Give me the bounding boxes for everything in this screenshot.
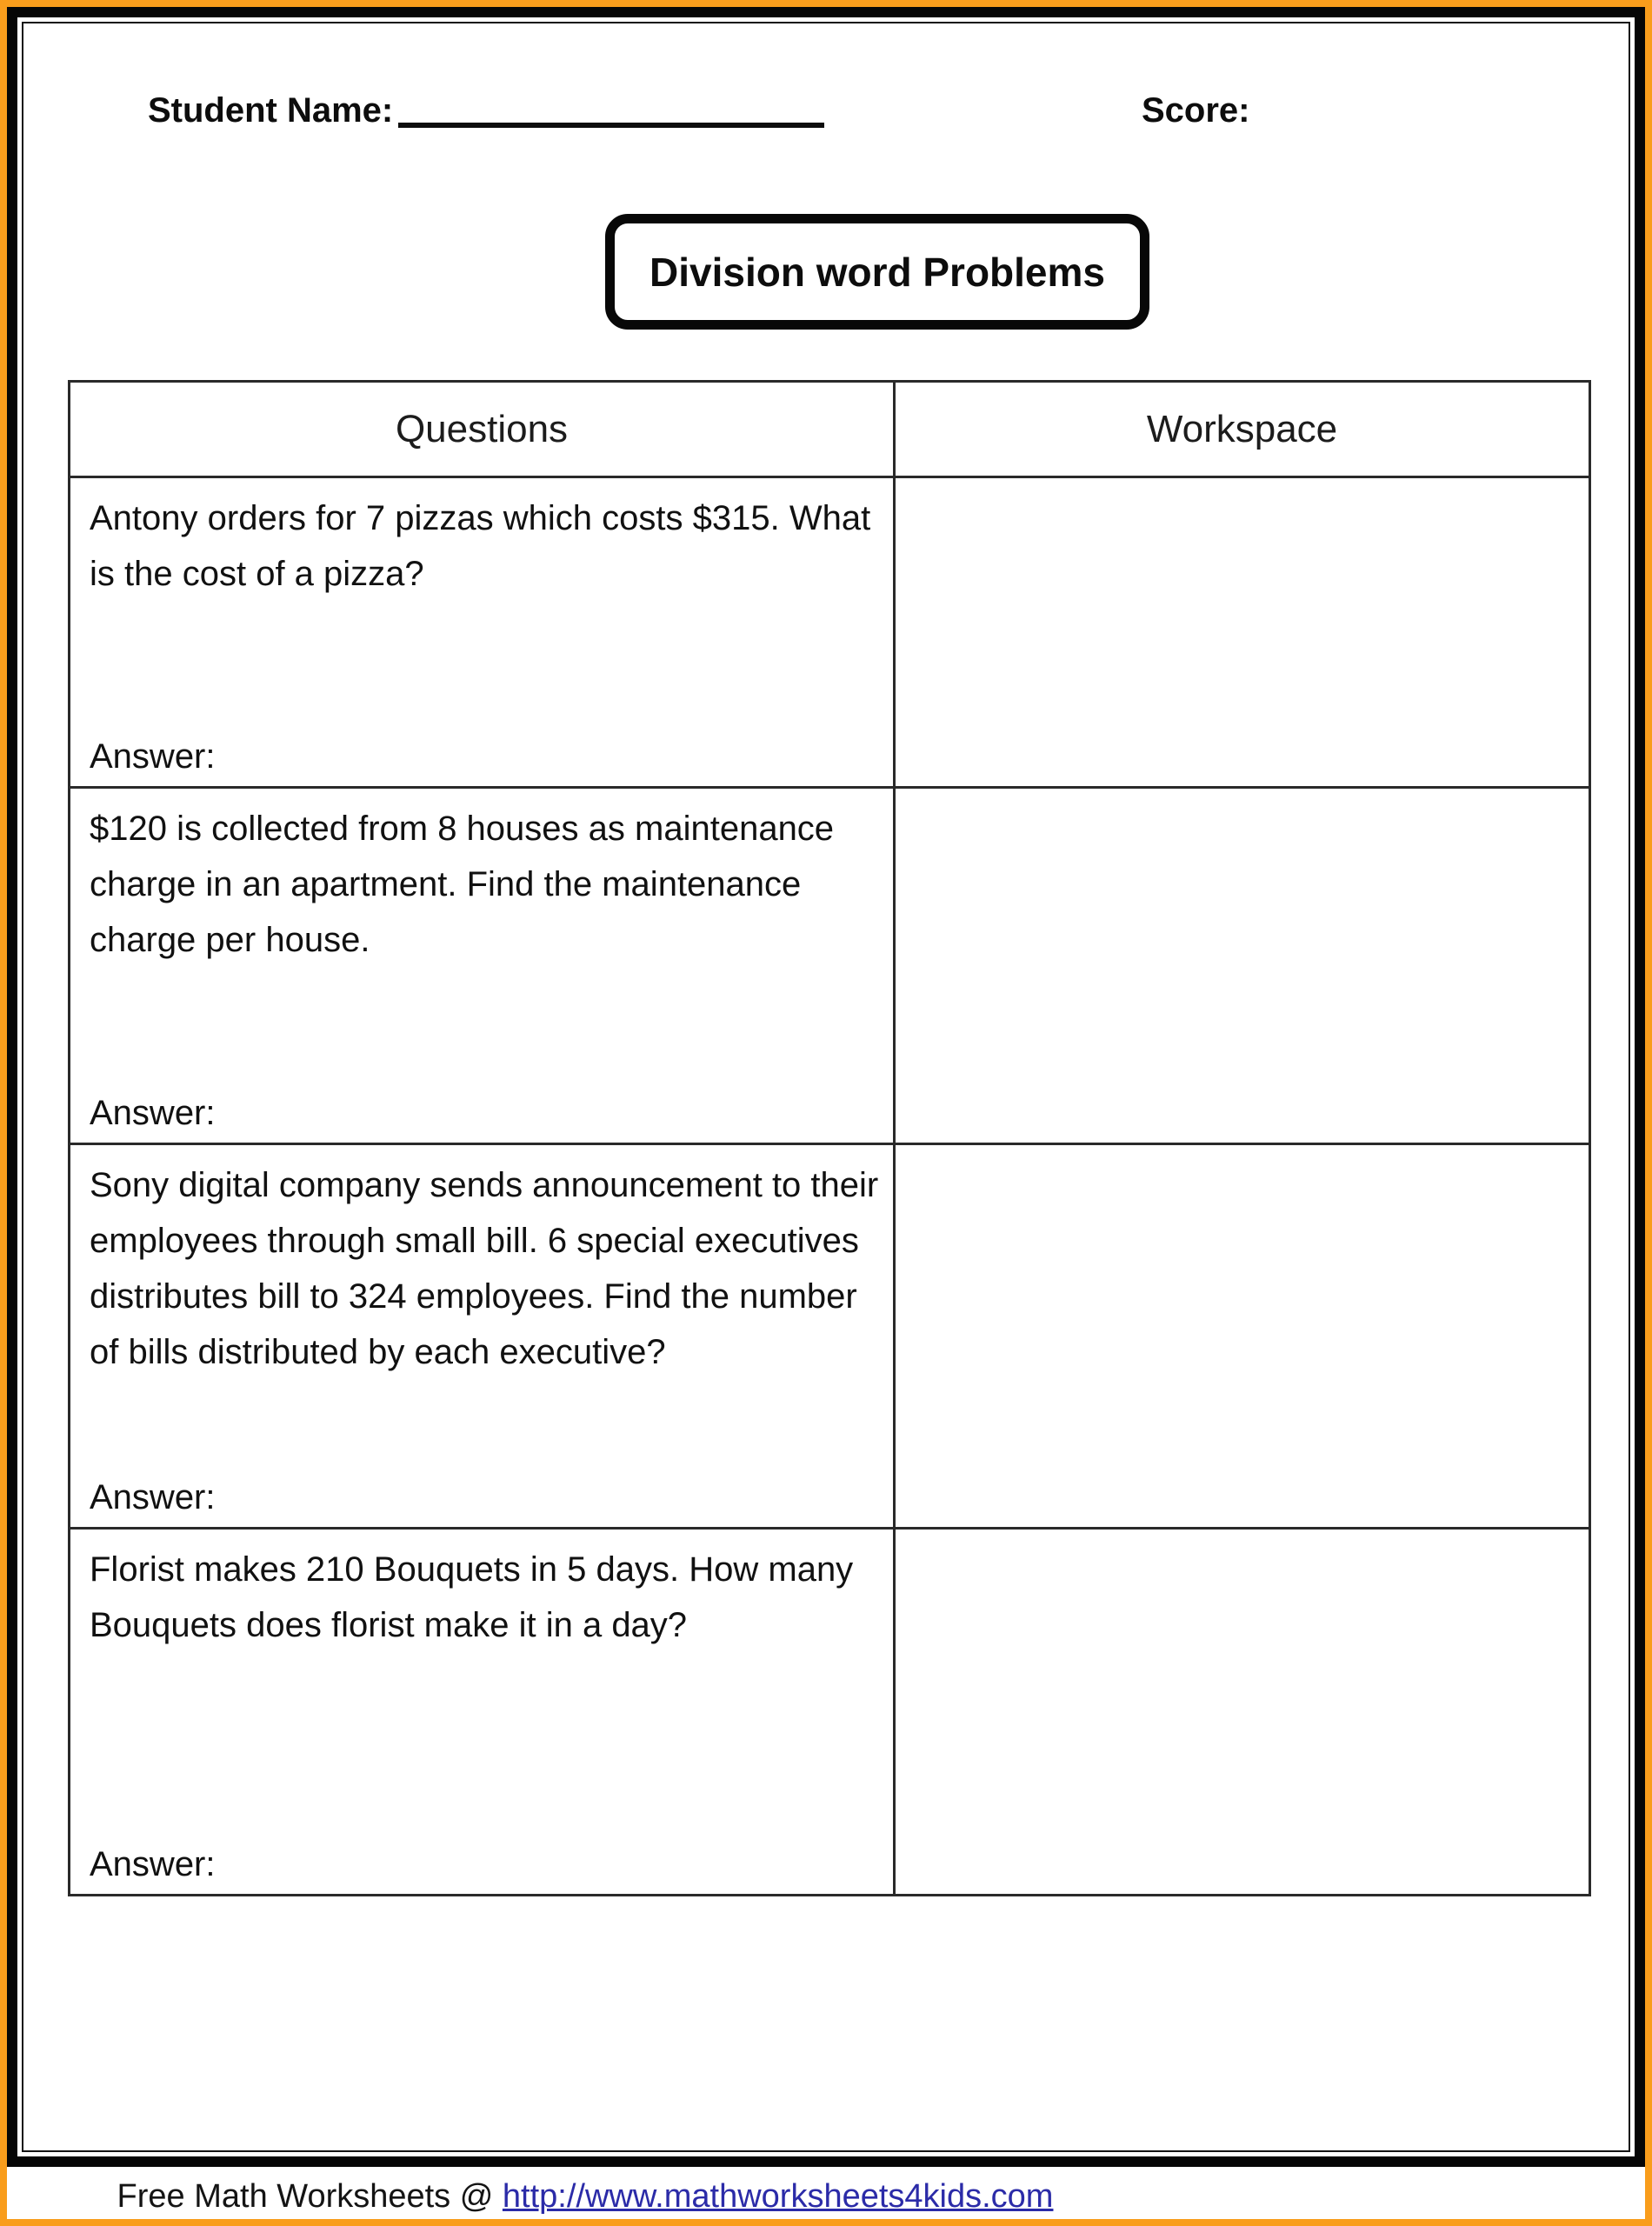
- title-box: [605, 214, 1149, 330]
- answer-label: Answer:: [90, 1094, 216, 1132]
- footer-link[interactable]: http://www.mathworksheets4kids.com: [502, 2177, 1054, 2215]
- footer: [7, 2174, 1645, 2219]
- score-label: Score:: [1142, 91, 1250, 130]
- table-row: [70, 1530, 1589, 1894]
- col-header-questions: Questions: [70, 383, 896, 476]
- col-header-workspace: Workspace: [1146, 407, 1338, 450]
- footer-prefix: Free Math Worksheets @: [117, 2177, 503, 2215]
- question-text: Antony orders for 7 pizzas which costs $315. What is the cost of a pizza?: [90, 499, 871, 593]
- page-inner-frame: [22, 22, 1630, 2152]
- answer-label: Answer:: [90, 1845, 216, 1883]
- answer-label: Answer:: [90, 737, 216, 776]
- workspace-cell: [896, 1145, 1589, 1527]
- question-text: Sony digital company sends announcement to their employees through small bill. 6 special executives distributes bill to 324 employees. Find the number of bills distributed by each executive?: [90, 1166, 879, 1371]
- table-row: [70, 1145, 1589, 1530]
- workspace-cell: [896, 478, 1589, 786]
- question-cell: [70, 789, 896, 1143]
- question-cell: [70, 1145, 896, 1527]
- answer-label: Answer:: [90, 1478, 216, 1516]
- questions-table: [68, 380, 1591, 1896]
- workspace-cell: [896, 1530, 1589, 1894]
- student-name-blank-line: [398, 123, 824, 128]
- question-text: Florist makes 210 Bouquets in 5 days. How many Bouquets does florist make it in a day?: [90, 1550, 854, 1644]
- question-text: $120 is collected from 8 houses as maintenance charge in an apartment. Find the maintenance charge per house.: [90, 810, 835, 959]
- question-cell: [70, 478, 896, 786]
- question-cell: [70, 1530, 896, 1894]
- page-title: Division word Problems: [649, 249, 1105, 295]
- student-name-row: [148, 90, 824, 131]
- student-name-label: Student Name:: [148, 91, 394, 130]
- table-row: [70, 478, 1589, 789]
- workspace-cell: [896, 789, 1589, 1143]
- table-header-row: [70, 383, 1589, 478]
- page-frame: [7, 7, 1645, 2167]
- footer-text: [7, 2178, 1163, 2216]
- table-row: [70, 789, 1589, 1145]
